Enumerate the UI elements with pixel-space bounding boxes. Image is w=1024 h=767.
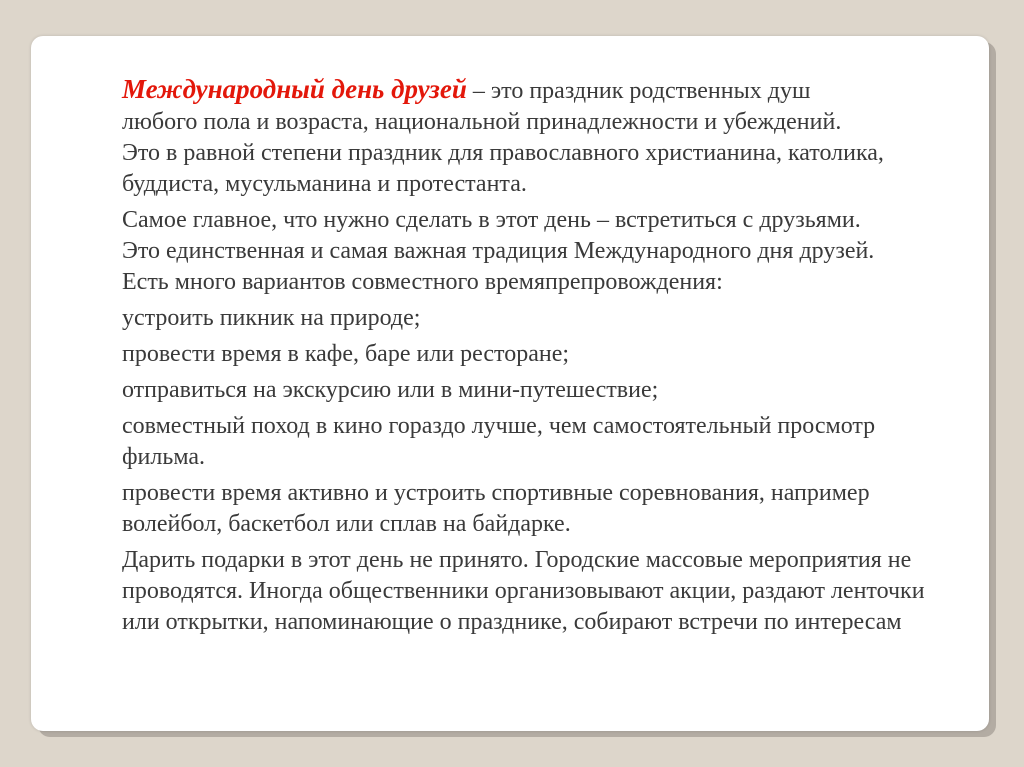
text-line: Это в равной степени праздник для православного христианина, католика, [122, 140, 884, 166]
text-line: или открытки, напоминающие о празднике, собирают встречи по интересам [122, 609, 902, 635]
text-line: проводятся. Иногда общественники организовывают акции, раздают ленточки [122, 578, 925, 604]
option-item [122, 303, 992, 334]
text-line: волейбол, баскетбол или сплав на байдарке. [122, 511, 571, 537]
option-item [122, 375, 992, 406]
option-item [122, 478, 992, 540]
text-line: Дарить подарки в этот день не принято. Городские массовые мероприятия не [122, 547, 912, 573]
text-line: фильма. [122, 444, 205, 470]
text-line: Это единственная и самая важная традиция Международного дня друзей. [122, 238, 875, 264]
text-line: Самое главное, что нужно сделать в этот день – встретиться с друзьями. [122, 207, 861, 233]
intro-paragraph [122, 74, 992, 200]
slide-content [122, 74, 992, 643]
text-line: Есть много вариантов совместного времяпрепровождения: [122, 269, 723, 295]
slide-title: Международный день друзей [122, 74, 467, 104]
title-continuation: – это праздник родственных душ [466, 78, 811, 104]
text-line: устроить пикник на природе; [122, 305, 421, 331]
text-line: буддиста, мусульманина и протестанта. [122, 171, 527, 197]
closing-paragraph [122, 545, 992, 638]
option-item [122, 411, 992, 473]
text-line: совместный поход в кино гораздо лучше, чем самостоятельный просмотр [122, 413, 876, 439]
intro-first-line [122, 74, 992, 107]
main-thing-paragraph [122, 205, 992, 298]
text-line: любого пола и возраста, национальной принадлежности и убеждений. [122, 109, 842, 135]
text-line: провести время в кафе, баре или ресторане; [122, 341, 570, 367]
text-line: провести время активно и устроить спортивные соревнования, например [122, 480, 870, 506]
text-line: отправиться на экскурсию или в мини-путешествие; [122, 377, 659, 403]
option-item [122, 339, 992, 370]
